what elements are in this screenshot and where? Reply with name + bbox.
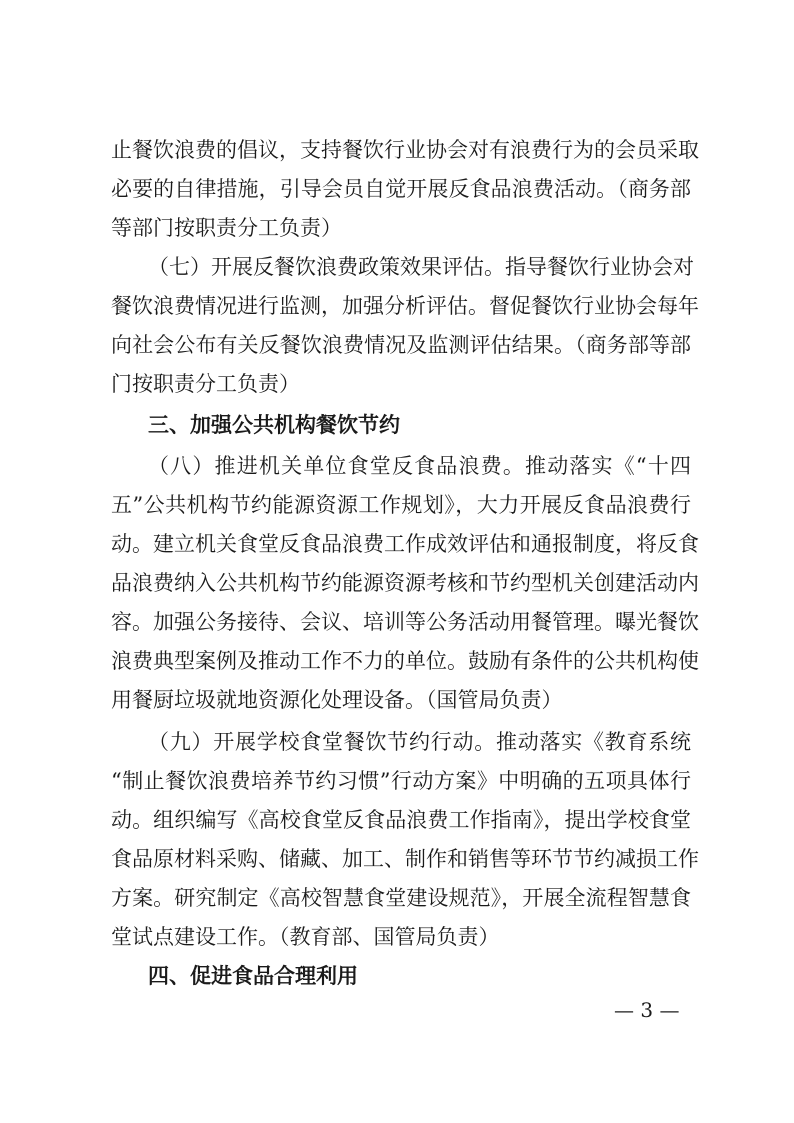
text-line: 餐饮浪费情况进行监测，加强分析评估。督促餐饮行业协会每年: [111, 294, 699, 318]
text-line: 品浪费纳入公共机构节约能源资源考核和节约型机关创建活动内: [111, 571, 699, 595]
text-line: （八）推进机关单位食堂反食品浪费。推动落实《“十四: [148, 454, 691, 478]
text-line: 等部门按职责分工负责）: [111, 216, 342, 240]
text-line: 必要的自律措施，引导会员自觉开展反食品浪费活动。（商务部: [111, 177, 691, 201]
text-line: 动。组织编写《高校食堂反食品浪费工作指南》，提出学校食堂: [111, 808, 691, 832]
text-line: 五”公共机构节约能源资源工作规划》，大力开展反食品浪费行: [111, 493, 691, 517]
text-line: （九）开展学校食堂餐饮节约行动。推动落实《教育系统: [148, 730, 691, 754]
section-heading: 三、加强公共机构餐饮节约: [148, 413, 400, 437]
text-line: 方案。研究制定《高校智慧食堂建设规范》，开展全流程智慧食: [111, 886, 691, 910]
text-line: 用餐厨垃圾就地资源化处理设备。（国管局负责）: [111, 688, 563, 712]
text-line: （七）开展反餐饮浪费政策效果评估。指导餐饮行业协会对: [148, 255, 694, 279]
text-line: 容。加强公务接待、会议、培训等公务活动用餐管理。曝光餐饮: [111, 610, 699, 634]
text-line: “制止餐饮浪费培养节约习惯”行动方案》中明确的五项具体行: [111, 769, 691, 793]
text-line: 食品原材料采购、储藏、加工、制作和销售等环节节约减损工作: [111, 847, 699, 871]
text-line: 动。建立机关食堂反食品浪费工作成效评估和通报制度，将反食: [111, 532, 699, 556]
page-number: — 3 —: [614, 998, 680, 1022]
section-heading: 四、促进食品合理利用: [148, 964, 358, 988]
text-line: 门按职责分工负责）: [111, 372, 300, 396]
text-line: 堂试点建设工作。（教育部、国管局负责）: [111, 925, 500, 949]
text-line: 向社会公布有关反餐饮浪费情况及监测评估结果。（商务部等部: [111, 333, 691, 357]
text-line: 止餐饮浪费的倡议，支持餐饮行业协会对有浪费行为的会员采取: [111, 138, 699, 162]
text-line: 浪费典型案例及推动工作不力的单位。鼓励有条件的公共机构使: [111, 649, 699, 673]
